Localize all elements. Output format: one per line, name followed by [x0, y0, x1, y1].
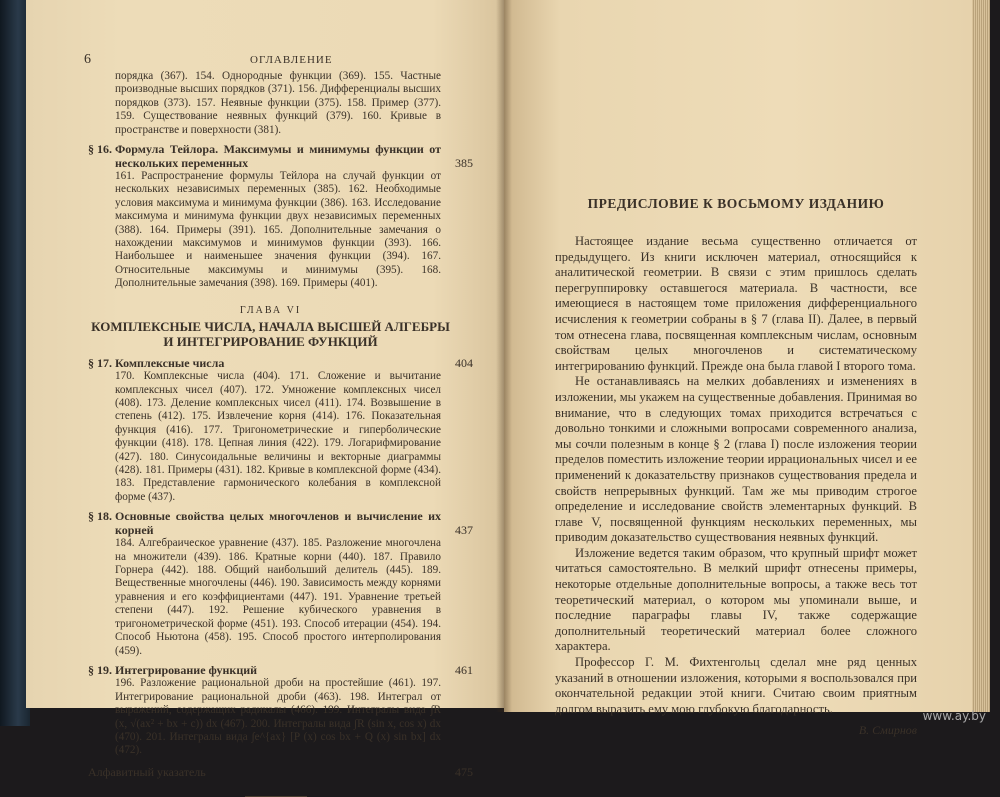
preface [555, 196, 917, 738]
preface-body [555, 234, 917, 717]
section-description: 184. Алгебраическое уравнение (437). 185. Разложение многочлена на множители (439). 186. Кратные корни (440). 187. Правило Горнера (442). 188. Общий наибольший делитель (445). 189. Вещественные многочлены (446). 190. Зависимость между корнями уравнения и его коэффициентами (447). 191. Уравнение третьей степени (447). 192. Решение кубического уравнения в тригонометрической форме (451). 193. Способ итерации (454). 194. Способ Ньютона (458). 195. Способ простого интерполирования (459). [115, 537, 441, 657]
index-entry-page: 475 [455, 764, 473, 779]
section-page: 461 [455, 662, 473, 677]
section-title: Интегрирование функций [115, 662, 258, 677]
preface-paragraph: Изложение ведется таким образом, что крупный шрифт может читаться самостоятельно. В мелкий шрифт отнесены примеры, некоторые отдельные дополнительные вопросы, а также весь тот теоретический материал, о котором мы упоминали выше, и последние параграфы главы IV, также содержащие дополнительный теоретический материал более сложного характера. [555, 545, 917, 654]
chapter-heading [88, 305, 473, 349]
section-description: 161. Распространение формулы Тейлора на случай функции от нескольких независимых переменных (385). 162. Необходимые условия максимума и минимума функции (386). 163. Исследование максимума и минимума функции двух независимых переменных (388). 164. Примеры (391). 165. Дополнительные замечания о нахождении максимумов и минимумов функции (393). 166. Наибольшее и наименьшее значения функции (394). 167. Относительные максимумы и минимумы (395). 168. Дополнительные замечания (398). 169. Примеры (401). [115, 170, 441, 290]
section-number: § 19. [88, 662, 112, 677]
continued-text: порядка (367). 154. Однородные функции (369). 155. Частные производные высших порядков (371). 156. Дифференциалы высших порядков (373). 157. Неявные функции (375). 158. Пример (377). 159. Существование неявных функций (379). 160. Кривые в пространстве и поверхности (381). [115, 70, 441, 136]
running-head: ОГЛАВЛЕНИЕ [250, 54, 333, 66]
toc-section-16 [88, 143, 473, 291]
section-title: Основные свойства целых многочленов и вычисление их корней [115, 509, 441, 537]
page-edges [972, 0, 990, 712]
index-entry [88, 765, 473, 780]
section-description: 196. Разложение рациональной дроби на простейшие (461). 197. Интегрирование рациональной дроби (463). 198. Интеграл от выражений, содержащих радикалы (466). 199. Интегралы вида ∫R (x, √(ax² + bx + c)) dx (467). 200. Интегралы вида ∫R (sin x, cos x) dx (470). 201. Интегралы вида ∫e^{ax} [P (x) cos bx + Q (x) sin bx] dx (472). [115, 677, 441, 757]
index-entry-label: Алфавитный указатель [88, 764, 206, 779]
section-number: § 17. [88, 355, 112, 370]
book-gutter [496, 0, 512, 712]
section-page: 385 [455, 155, 473, 170]
watermark: www.ay.by [922, 709, 986, 723]
section-title: Формула Тейлора. Максимумы и минимумы функции от нескольких переменных [115, 142, 441, 170]
page-number: 6 [84, 52, 91, 67]
toc-section-18 [88, 510, 473, 658]
chapter-title-line2: И ИНТЕГРИРОВАНИЕ ФУНКЦИЙ [163, 333, 378, 349]
section-number: § 16. [88, 142, 112, 157]
chapter-title-line1: КОМПЛЕКСНЫЕ ЧИСЛА, НАЧАЛА ВЫСШЕЙ АЛГЕБРЫ [91, 318, 450, 334]
toc-section-17 [88, 357, 473, 505]
section-number: § 18. [88, 509, 112, 524]
section-title: Комплексные числа [115, 355, 225, 370]
section-description: 170. Комплексные числа (404). 171. Сложение и вычитание комплексных чисел (407). 172. Умножение комплексных чисел (408). 173. Деление комплексных чисел (411). 174. Возвышение в степень (412). 175. Извлечение корня (414). 176. Показательная функция (416). 177. Тригонометрические и гиперболические функции (418). 178. Цепная линия (422). 179. Логарифмирование (427). 180. Синусоидальные величины и векторные диаграммы (428). 181. Примеры (431). 182. Кривые в комплексной форме (434). 183. Представление гармонического колебания в комплексной форме (437). [115, 370, 441, 503]
preface-paragraph: Профессор Г. М. Фихтенгольц сделал мне ряд ценных указаний в отношении изложения, которыми я воспользовался при окончательной редакции этой книги. Считаю своим приятным долгом выразить ему мою глубокую благодарность. [555, 655, 917, 716]
signature: В. Смирнов [858, 723, 917, 738]
section-page: 404 [455, 355, 473, 370]
toc-section-19 [88, 664, 473, 758]
preface-paragraph: Не останавливаясь на мелких добавлениях и изменениях в изложении, мы укажем на существенные добавления. Принимая во внимание, что в следующих томах приходится встречаться с довольно тонкими и сложными вопросами современного анализа, мы сочли полезным в конце § 2 (глава I) после изложения теории пределов поместить изложение теории иррациональных чисел и ее применений к доказательству признаков существования предела и свойств непрерывных функций. Там же мы приводим строгое определение и исследование свойств элементарных функций. В главе V, посвященной функциям нескольких переменных, мы приводим доказательство существования неявных функций. [555, 374, 917, 545]
preface-paragraph: Настоящее издание весьма существенно отличается от предыдущего. Из книги исключен материал, относящийся к аналитической геометрии. В связи с этим пришлось сделать перегруппировку оставшегося материала. В частности, все имеющиеся в настоящем томе приложения дифференциального исчисления к геометрии собраны в § 7 (глава II). Далее, в первый том отнесена глава, посвященная комплексным числам, основным свойствам целых многочленов и систематическому интегрированию функций. Прежде она была главой I второго тома. [555, 234, 917, 373]
table-of-contents [88, 70, 473, 797]
preface-title: ПРЕДИСЛОВИЕ К ВОСЬМОМУ ИЗДАНИЮ [587, 196, 885, 211]
section-page: 437 [455, 522, 473, 537]
chapter-label: ГЛАВА VI [239, 304, 302, 316]
